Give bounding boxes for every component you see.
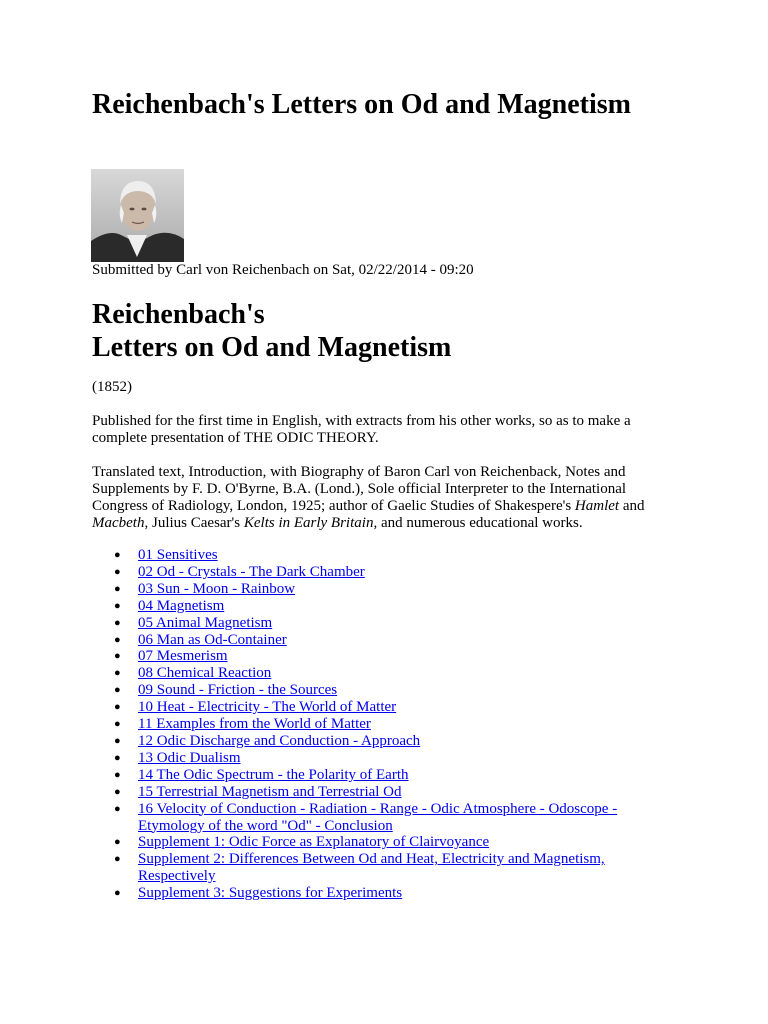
- chapter-link[interactable]: 03 Sun - Moon - Rainbow: [138, 580, 296, 597]
- bullet-icon: ●: [114, 836, 121, 849]
- bullet-icon: ●: [114, 650, 121, 663]
- list-item: [92, 699, 676, 716]
- list-item: [92, 733, 676, 750]
- article-heading-line1: Reichenbach's: [92, 299, 265, 330]
- published-paragraph: Published for the first time in English, with extracts from his other works, so as to make a complete presentation of THE ODIC THEORY.: [92, 413, 631, 446]
- list-item: [92, 682, 676, 699]
- chapter-link[interactable]: 10 Heat - Electricity - The World of Matter: [138, 699, 397, 716]
- bullet-icon: ●: [114, 633, 121, 646]
- bullet-icon: ●: [114, 616, 121, 629]
- bullet-icon: ●: [114, 887, 121, 900]
- bullet-icon: ●: [114, 549, 121, 561]
- bullet-icon: ●: [114, 599, 121, 612]
- list-item: [92, 581, 676, 598]
- supplement-link[interactable]: Supplement 2: Differences Between Od and Heat, Electricity and Magnetism, Respectively: [138, 851, 605, 885]
- list-item: [92, 750, 676, 767]
- chapter-link[interactable]: 08 Chemical Reaction: [138, 665, 272, 682]
- page-title: Reichenbach's Letters on Od and Magnetism: [92, 89, 631, 120]
- list-item: [92, 716, 676, 733]
- chapter-link[interactable]: 02 Od - Crystals - The Dark Chamber: [138, 563, 365, 580]
- author-portrait: [91, 169, 184, 262]
- chapter-link[interactable]: 15 Terrestrial Magnetism and Terrestrial Od: [138, 783, 402, 800]
- bullet-icon: ●: [114, 768, 121, 781]
- bullet-icon: ●: [114, 718, 121, 731]
- list-item: [92, 784, 676, 801]
- chapter-link[interactable]: 16 Velocity of Conduction - Radiation - Range - Odic Atmosphere - Odoscope - Etymology of the word "Od" - Conclusion: [138, 800, 618, 834]
- supplement-link[interactable]: Supplement 3: Suggestions for Experiments: [138, 885, 403, 902]
- chapter-link[interactable]: 05 Animal Magnetism: [138, 614, 273, 631]
- chapter-link[interactable]: 11 Examples from the World of Matter: [138, 716, 371, 733]
- kelts-title: Kelts in Early Britain: [243, 515, 374, 531]
- list-item: [92, 598, 676, 615]
- portrait-image: [91, 169, 184, 262]
- bullet-icon: ●: [114, 802, 121, 815]
- supplement-link[interactable]: Supplement 1: Odic Force as Explanatory of Clairvoyance: [138, 834, 490, 851]
- bullet-icon: ●: [114, 565, 121, 578]
- translation-text-2: , Julius Caesar's: [144, 515, 244, 531]
- list-item: [92, 885, 676, 902]
- bullet-icon: ●: [114, 853, 121, 866]
- translation-text-1: Translated text, Introduction, with Biography of Baron Carl von Reichenback, Notes and Supplements by F. D. O'Byrne, B.A. (Lond.), Sole official Interpreter to the International Congress of Radiology, London, 1925; author of Gaelic Studies of Shakespere's: [92, 464, 627, 514]
- bullet-icon: ●: [114, 701, 121, 714]
- list-item: [92, 767, 676, 784]
- bullet-icon: ●: [114, 582, 121, 595]
- list-item: [92, 547, 676, 564]
- submitted-line: Submitted by Carl von Reichenbach on Sat, 02/22/2014 - 09:20: [92, 262, 474, 278]
- chapter-list: [92, 547, 676, 902]
- chapter-link[interactable]: 07 Mesmerism: [138, 648, 228, 665]
- translation-text-3: , and numerous educational works.: [373, 515, 583, 531]
- bullet-icon: ●: [114, 734, 121, 747]
- translation-and: and: [619, 498, 645, 514]
- translation-paragraph: [92, 464, 676, 532]
- macbeth-title: Macbeth: [92, 515, 145, 531]
- list-item: [92, 564, 676, 581]
- article-heading: [92, 298, 676, 364]
- publication-year: (1852): [92, 379, 132, 395]
- list-item: [92, 665, 676, 682]
- hamlet-title: Hamlet: [574, 498, 620, 514]
- list-item: [92, 834, 676, 851]
- list-item: [92, 851, 676, 885]
- chapter-link[interactable]: 04 Magnetism: [138, 597, 225, 614]
- list-item: [92, 632, 676, 649]
- list-item: [92, 648, 676, 665]
- article-heading-line2: Letters on Od and Magnetism: [92, 332, 452, 363]
- bullet-icon: ●: [114, 785, 121, 798]
- bullet-icon: ●: [114, 751, 121, 764]
- chapter-link[interactable]: 09 Sound - Friction - the Sources: [138, 682, 338, 699]
- chapter-link[interactable]: 14 The Odic Spectrum - the Polarity of Earth: [138, 766, 409, 783]
- bullet-icon: ●: [114, 684, 121, 697]
- chapter-link[interactable]: 13 Odic Dualism: [138, 749, 241, 766]
- chapter-link[interactable]: 01 Sensitives: [138, 547, 218, 563]
- chapter-link[interactable]: 06 Man as Od-Container: [138, 631, 287, 648]
- list-item: [92, 615, 676, 632]
- chapter-link[interactable]: 12 Odic Discharge and Conduction - Approach: [138, 732, 421, 749]
- bullet-icon: ●: [114, 667, 121, 680]
- list-item: [92, 801, 676, 835]
